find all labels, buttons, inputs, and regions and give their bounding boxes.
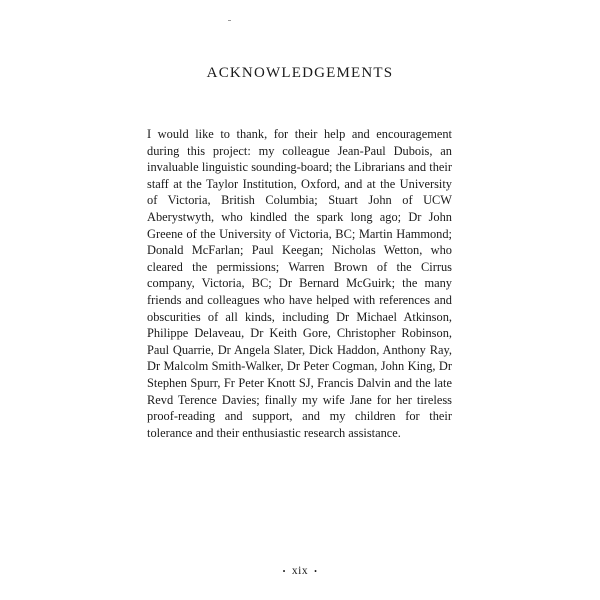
page-heading: ACKNOWLEDGEMENTS	[206, 65, 394, 82]
print-speck	[228, 20, 231, 21]
acknowledgements-paragraph: I would like to thank, for their help and encouragement during this project: my colleague Jean-Paul Dubois, an invaluable linguistic sounding-board; the Librarians and their staff at the Taylor Institution, Oxford, and at the University of Victoria, British Columbia; Stuart John of UCW Aberystwyth, who kindled the spark long ago; Dr John Greene of the University of Victoria, BC; Martin Hammond; Donald McFarlan; Paul Keegan; Nicholas Wetton, who cleared the permissions; Warren Brown of the Cirrus company, Victoria, BC; Dr Bernard McGuirk; the many friends and colleagues who have helped with references and obscurities of all kinds, including Dr Michael Atkinson, Philippe Delaveau, Dr Keith Gore, Christopher Robinson, Paul Quarrie, Dr Angela Slater, Dick Haddon, Anthony Ray, Dr Malcolm Smith-Walker, Dr Peter Cogman, John King, Dr Stephen Spurr, Fr Peter Knott SJ, Francis Dalvin and the late Revd Terence Davies; finally my wife Jane for her tireless proof-reading and support, and my children for their tolerance and their enthusiastic research assistance.	[147, 127, 452, 440]
page-folio	[0, 565, 600, 577]
folio-right-ornament: •	[314, 566, 318, 576]
page-number: xix	[291, 565, 309, 577]
folio-left-ornament: •	[282, 566, 286, 576]
